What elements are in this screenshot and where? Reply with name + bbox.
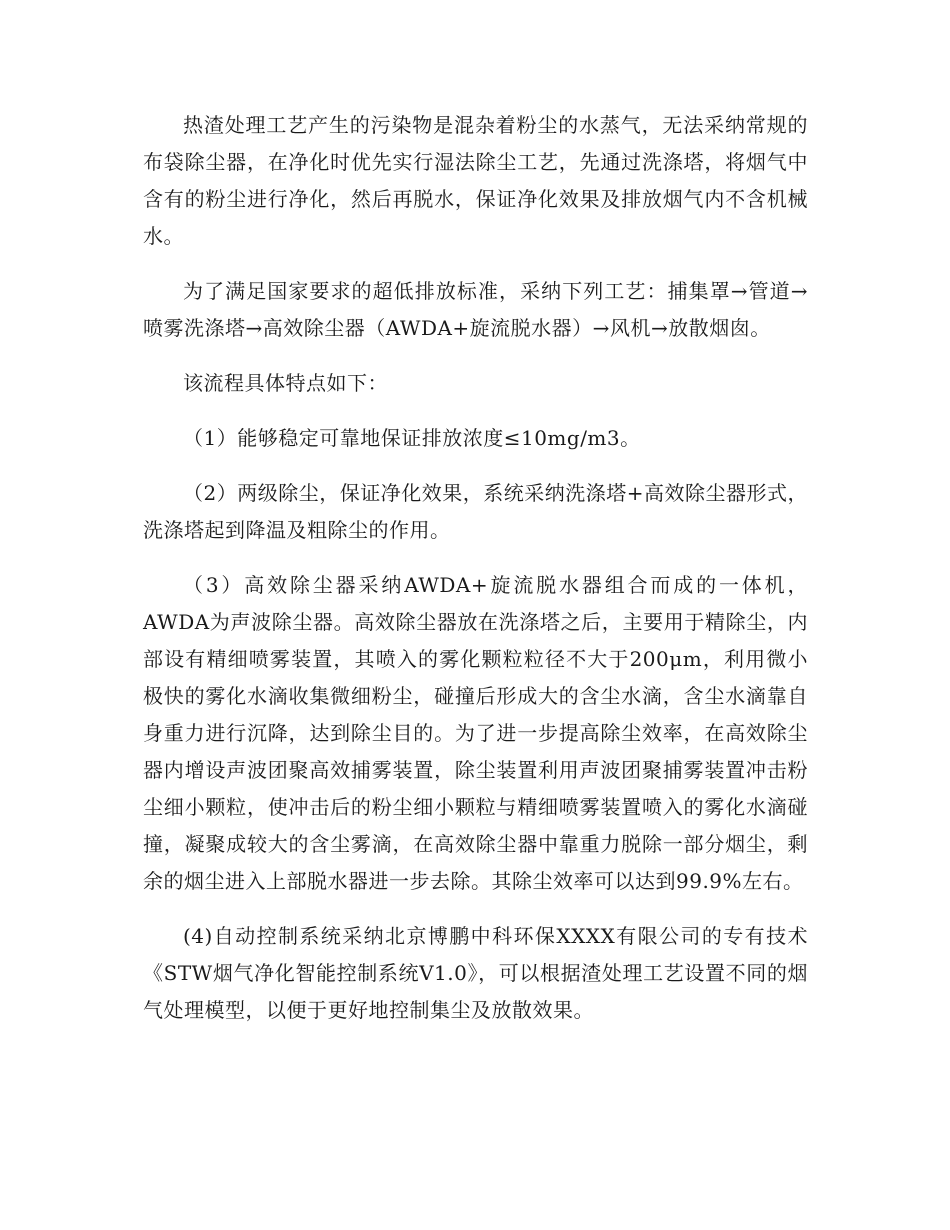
list-item-feature-2: （2）两级除尘，保证净化效果，系统采纳洗涤塔+高效除尘器形式，洗涤塔起到降温及粗除尘的作用。 — [143, 481, 808, 542]
list-item-feature-4: (4)自动控制系统采纳北京博鹏中科环保XXXX有限公司的专有技术《STW烟气净化智能控制系统V1.0》，可以根据渣处理工艺设置不同的烟气处理模型，以便于更好地控制集尘及放散效果。 — [143, 924, 808, 1022]
paragraph-process-flow: 为了满足国家要求的超低排放标准，采纳下列工艺：捕集罩→管道→喷雾洗涤塔→高效除尘器（AWDA+旋流脱水器）→风机→放散烟囱。 — [143, 279, 808, 340]
list-item-feature-1: （1）能够稳定可靠地保证排放浓度≤10mg/m3。 — [183, 426, 641, 450]
document-body — [143, 107, 808, 1047]
paragraph-pollutant-intro: 热渣处理工艺产生的污染物是混杂着粉尘的水蒸气，无法采纳常规的布袋除尘器，在净化时优先实行湿法除尘工艺，先通过洗涤塔，将烟气中含有的粉尘进行净化，然后再脱水，保证净化效果及排放烟气内不含机械水。 — [143, 113, 808, 248]
paragraph-features-heading: 该流程具体特点如下： — [183, 371, 388, 395]
list-item-feature-3: （3）高效除尘器采纳AWDA+旋流脱水器组合而成的一体机，AWDA为声波除尘器。高效除尘器放在洗涤塔之后，主要用于精除尘，内部设有精细喷雾装置，其喷入的雾化颗粒粒径不大于200μm，利用微小极快的雾化水滴收集微细粉尘，碰撞后形成大的含尘水滴，含尘水滴靠自身重力进行沉降，达到除尘目的。为了进一步提高除尘效率，在高效除尘器内增设声波团聚高效捕雾装置，除尘装置利用声波团聚捕雾装置冲击粉尘细小颗粒，使冲击后的粉尘细小颗粒与精细喷雾装置喷入的雾化水滴碰撞，凝聚成较大的含尘雾滴，在高效除尘器中靠重力脱除一部分烟尘，剩余的烟尘进入上部脱水器进一步去除。其除尘效率可以达到99.9%左右。 — [143, 573, 808, 893]
